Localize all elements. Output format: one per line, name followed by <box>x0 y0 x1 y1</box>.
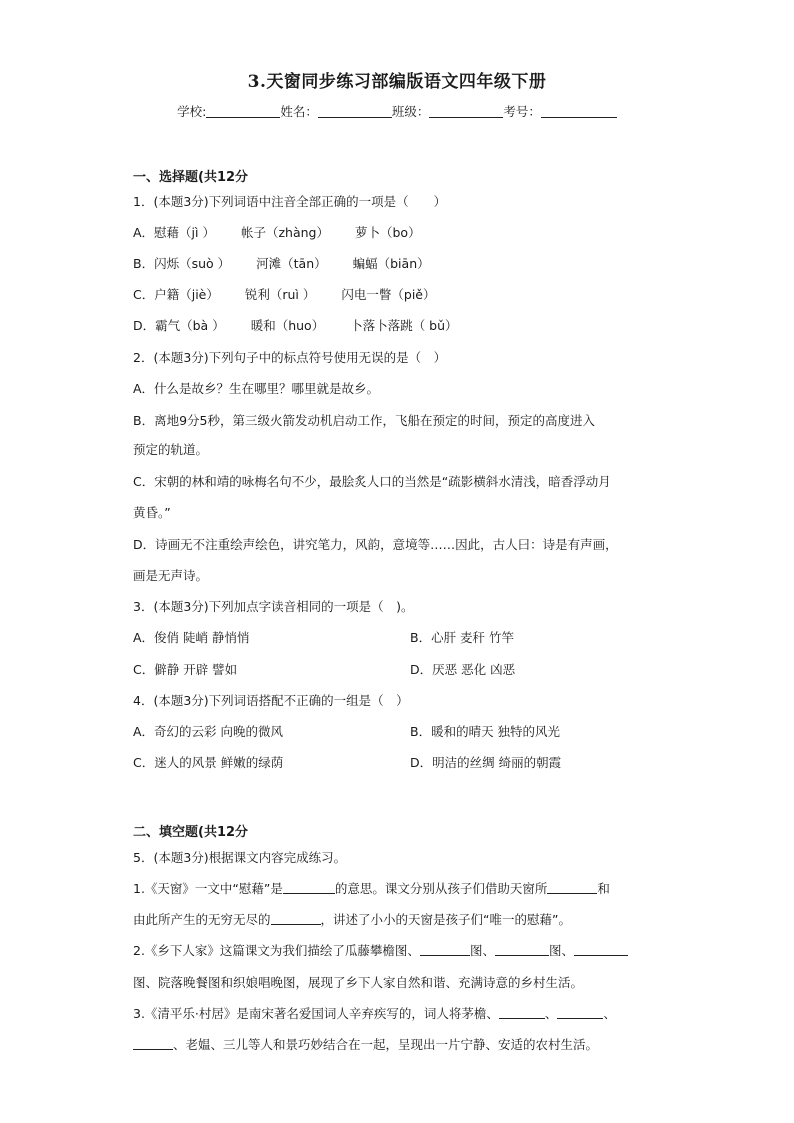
question-2-option-b[interactable]: B．离地9分5秒，第三级火箭发动机启动工作，飞船在预定的时间，预定的高度进入 <box>133 413 595 428</box>
question-2-option-b-continued: 预定的轨道。 <box>133 442 209 457</box>
option-text: 蝙蝠（biān） <box>352 256 430 271</box>
item-text: 、 <box>603 1006 616 1021</box>
item-text: 、老媪、三儿等人和景巧妙结合在一起，呈现出一片宁静、安适的农村生活。 <box>173 1037 599 1052</box>
item-text: 、 <box>544 1006 558 1021</box>
question-3-option-a[interactable]: A．俊俏 陡峭 静悄悄 <box>133 630 250 645</box>
answer-blank[interactable] <box>547 881 597 894</box>
question-2-stem: 2．(本题3分)下列句子中的标点符号使用无误的是（ ） <box>133 350 447 365</box>
item-text: 的意思。课文分别从孩子们借助天窗所 <box>334 881 548 896</box>
question-5-stem: 5．(本题3分)根据课文内容完成练习。 <box>133 850 347 865</box>
item-text: 3.《清平乐·村居》是南宋著名爱国词人辛弃疾写的，词人将茅檐、 <box>133 1006 499 1021</box>
name-label: 姓名： <box>280 104 318 119</box>
item-text: 图、 <box>548 943 574 958</box>
item-text: 2.《乡下人家》这篇课文为我们描绘了瓜藤攀檐图、 <box>133 943 420 958</box>
answer-blank[interactable] <box>495 943 549 956</box>
option-text: B．闪烁（suò ） <box>133 256 231 271</box>
option-text: 帐子（zhàng） <box>240 225 329 240</box>
item-text: ，讲述了小小的天窗是孩子们“唯一的慰藉”。 <box>320 912 571 927</box>
question-2-option-c[interactable]: C．宋朝的林和靖的咏梅名句不少，最脍炙人口的当然是“疏影横斜水清浅，暗香浮动月 <box>133 474 611 489</box>
option-text: 闪电一瞥（piě） <box>341 287 436 302</box>
question-1-option-a[interactable] <box>133 223 421 241</box>
question-2-option-a[interactable]: A．什么是故乡？生在哪里？哪里就是故乡。 <box>133 381 380 396</box>
name-blank[interactable] <box>318 105 392 118</box>
question-5-item-3-continued <box>133 1035 598 1053</box>
question-3-option-c[interactable]: C．僻静 开辟 譬如 <box>133 662 238 677</box>
class-label: 班级： <box>391 104 430 119</box>
question-2-option-c-continued: 黄昏。” <box>133 505 171 520</box>
section-heading-fill-blank: 二、填空题(共12分 <box>133 825 249 840</box>
answer-blank[interactable] <box>271 912 321 925</box>
exam-no-blank[interactable] <box>541 105 617 118</box>
question-5-item-1 <box>133 879 610 897</box>
answer-blank[interactable] <box>133 1037 173 1050</box>
question-2-option-d[interactable]: D．诗画无不注重绘声绘色，讲究笔力，风韵，意境等……因此，古人曰：诗是有声画， <box>133 537 618 552</box>
school-blank[interactable] <box>206 105 280 118</box>
option-text: C．户籍（jiè） <box>133 287 219 302</box>
answer-blank[interactable] <box>499 1006 545 1019</box>
question-2-option-d-continued: 画是无声诗。 <box>133 568 209 583</box>
question-3-option-b[interactable]: B．心肝 麦秆 竹竿 <box>410 630 515 645</box>
section-heading-choice: 一、选择题(共12分 <box>133 170 249 185</box>
option-text: 萝卜（bo） <box>355 225 421 240</box>
item-text: 和 <box>597 881 610 896</box>
item-text: 1.《天窗》一文中“慰藉”是 <box>133 881 283 896</box>
question-5-item-2-continued: 图、院落晚餐图和织娘唱晚图，展现了乡下人家自然和谐、充满诗意的乡村生活。 <box>133 975 584 990</box>
option-text: 河滩（tān） <box>256 256 327 271</box>
question-4-option-c[interactable]: C．迷人的风景 鲜嫩的绿荫 <box>133 755 284 770</box>
exam-no-label: 考号： <box>503 104 541 119</box>
question-4-option-b[interactable]: B．暖和的晴天 独特的风光 <box>410 724 561 739</box>
question-4-option-d[interactable]: D．明洁的丝绸 绮丽的朝霞 <box>410 755 562 770</box>
question-3-option-d[interactable]: D．厌恶 恶化 凶恶 <box>410 662 516 677</box>
answer-blank[interactable] <box>283 881 335 894</box>
option-text: D．霸气（bà ） <box>133 318 225 333</box>
school-label: 学校: <box>177 104 207 119</box>
class-blank[interactable] <box>429 105 503 118</box>
question-5-item-2 <box>133 941 628 959</box>
option-text: 卜落卜落跳（ bǔ） <box>350 318 458 333</box>
answer-blank[interactable] <box>420 943 470 956</box>
item-text: 由此所产生的无穷无尽的 <box>133 912 271 927</box>
question-1-stem: 1．(本题3分)下列词语中注音全部正确的一项是（ ） <box>133 194 447 209</box>
option-text: A．慰藉（jì ） <box>133 225 215 240</box>
item-text: 图、 <box>469 943 495 958</box>
question-1-option-b[interactable] <box>133 254 430 272</box>
question-4-option-a[interactable]: A．奇幻的云彩 向晚的微风 <box>133 724 284 739</box>
answer-blank[interactable] <box>574 943 628 956</box>
question-3-stem: 3．(本题3分)下列加点字读音相同的一项是（ )。 <box>133 599 414 614</box>
question-1-option-d[interactable] <box>133 316 458 334</box>
student-info-line <box>0 102 794 120</box>
question-5-item-1-continued <box>133 910 571 928</box>
option-text: 锐利（ruì ） <box>244 287 316 302</box>
option-text: 暖和（huo） <box>250 318 325 333</box>
question-1-option-c[interactable] <box>133 285 436 303</box>
answer-blank[interactable] <box>557 1006 603 1019</box>
question-5-item-3 <box>133 1004 616 1022</box>
page-title: 3.天窗同步练习部编版语文四年级下册 <box>247 72 547 92</box>
question-4-stem: 4．(本题3分)下列词语搭配不正确的一组是（ ） <box>133 693 409 708</box>
